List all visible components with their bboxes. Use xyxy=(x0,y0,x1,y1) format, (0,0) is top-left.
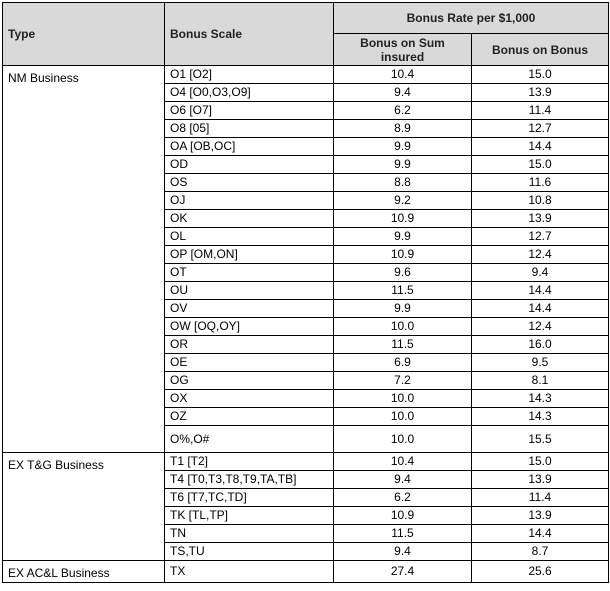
bonus-scale-cell: OL xyxy=(165,228,334,246)
bonus-on-bonus-cell: 13.9 xyxy=(472,210,609,228)
bonus-on-sum-insured-cell: 9.9 xyxy=(334,156,472,174)
bonus-on-sum-insured-cell: 11.5 xyxy=(334,336,472,354)
header-bonus-scale: Bonus Scale xyxy=(165,3,334,66)
bonus-on-bonus-cell: 14.4 xyxy=(472,300,609,318)
type-cell xyxy=(3,453,165,561)
bonus-on-sum-insured-cell: 9.4 xyxy=(334,471,472,489)
bonus-scale-cell: OZ xyxy=(165,408,334,426)
bonus-scale-cell: OU xyxy=(165,282,334,300)
bonus-scale-cell: T6 [T7,TC,TD] xyxy=(165,489,334,507)
bonus-on-sum-insured-cell: 10.0 xyxy=(334,408,472,426)
bonus-on-sum-insured-cell: 10.0 xyxy=(334,318,472,336)
bonus-on-sum-insured-cell: 9.9 xyxy=(334,228,472,246)
bonus-on-bonus-cell: 12.7 xyxy=(472,120,609,138)
type-cell xyxy=(3,561,165,583)
bonus-on-sum-insured-cell: 11.5 xyxy=(334,525,472,543)
bonus-on-bonus-cell: 10.8 xyxy=(472,192,609,210)
bonus-on-bonus-cell: 12.4 xyxy=(472,246,609,264)
table-row xyxy=(3,561,609,583)
bonus-scale-cell: TN xyxy=(165,525,334,543)
bonus-on-bonus-cell: 9.5 xyxy=(472,354,609,372)
bonus-on-sum-insured-cell: 10.9 xyxy=(334,210,472,228)
bonus-on-bonus-cell: 11.4 xyxy=(472,489,609,507)
bonus-on-sum-insured-cell: 9.6 xyxy=(334,264,472,282)
bonus-on-bonus-cell: 14.4 xyxy=(472,138,609,156)
header-bonus-on-sum-insured: Bonus on Sum insured xyxy=(334,34,472,66)
bonus-scale-cell: OA [OB,OC] xyxy=(165,138,334,156)
bonus-scale-cell: OX xyxy=(165,390,334,408)
bonus-on-bonus-cell: 12.7 xyxy=(472,228,609,246)
bonus-scale-cell: OT xyxy=(165,264,334,282)
table-row xyxy=(3,453,609,471)
bonus-on-bonus-cell: 14.3 xyxy=(472,390,609,408)
bonus-scale-cell: TK [TL,TP] xyxy=(165,507,334,525)
bonus-on-bonus-cell: 15.0 xyxy=(472,66,609,84)
bonus-on-bonus-cell: 15.0 xyxy=(472,453,609,471)
bonus-on-sum-insured-cell: 10.4 xyxy=(334,453,472,471)
bonus-scale-cell: O6 [O7] xyxy=(165,102,334,120)
bonus-on-sum-insured-cell: 27.4 xyxy=(334,561,472,583)
bonus-scale-cell: OK xyxy=(165,210,334,228)
table-row xyxy=(3,66,609,84)
bonus-on-sum-insured-cell: 8.8 xyxy=(334,174,472,192)
bonus-on-sum-insured-cell: 9.4 xyxy=(334,84,472,102)
bonus-on-sum-insured-cell: 6.9 xyxy=(334,354,472,372)
bonus-on-sum-insured-cell: 9.2 xyxy=(334,192,472,210)
type-cell xyxy=(3,66,165,453)
bonus-on-sum-insured-cell: 8.9 xyxy=(334,120,472,138)
bonus-scale-cell: OS xyxy=(165,174,334,192)
bonus-on-bonus-cell: 9.4 xyxy=(472,264,609,282)
bonus-scale-cell: OE xyxy=(165,354,334,372)
bonus-scale-cell: OP [OM,ON] xyxy=(165,246,334,264)
bonus-on-sum-insured-cell: 11.5 xyxy=(334,282,472,300)
bonus-scale-cell: OR xyxy=(165,336,334,354)
bonus-on-bonus-cell: 15.0 xyxy=(472,156,609,174)
bonus-scale-cell: O%,O# xyxy=(165,426,334,453)
bonus-on-bonus-cell: 14.3 xyxy=(472,408,609,426)
bonus-on-bonus-cell: 8.7 xyxy=(472,543,609,561)
type-label: EX AC&L Business xyxy=(8,566,110,580)
bonus-scale-cell: OD xyxy=(165,156,334,174)
bonus-on-bonus-cell: 11.6 xyxy=(472,174,609,192)
bonus-on-bonus-cell: 16.0 xyxy=(472,336,609,354)
header-bonus-rate-group: Bonus Rate per $1,000 xyxy=(334,3,609,34)
bonus-on-bonus-cell: 14.4 xyxy=(472,282,609,300)
bonus-on-bonus-cell: 15.5 xyxy=(472,426,609,453)
bonus-scale-cell: TX xyxy=(165,561,334,583)
bonus-on-bonus-cell: 11.4 xyxy=(472,102,609,120)
bonus-on-sum-insured-cell: 9.4 xyxy=(334,543,472,561)
bonus-on-bonus-cell: 13.9 xyxy=(472,507,609,525)
type-label: EX T&G Business xyxy=(8,458,104,472)
bonus-scale-cell: O8 [05] xyxy=(165,120,334,138)
bonus-scale-cell: T4 [T0,T3,T8,T9,TA,TB] xyxy=(165,471,334,489)
bonus-scale-cell: OG xyxy=(165,372,334,390)
bonus-on-sum-insured-cell: 10.9 xyxy=(334,507,472,525)
bonus-on-sum-insured-cell: 6.2 xyxy=(334,102,472,120)
bonus-scale-cell: O1 [O2] xyxy=(165,66,334,84)
header-bonus-on-bonus: Bonus on Bonus xyxy=(472,34,609,66)
bonus-on-bonus-cell: 12.4 xyxy=(472,318,609,336)
bonus-on-sum-insured-cell: 7.2 xyxy=(334,372,472,390)
bonus-rate-table xyxy=(2,2,609,583)
type-label: NM Business xyxy=(8,71,79,85)
bonus-on-sum-insured-cell: 10.4 xyxy=(334,66,472,84)
bonus-scale-cell: OW [OQ,OY] xyxy=(165,318,334,336)
table-body xyxy=(3,66,609,583)
bonus-on-sum-insured-cell: 10.0 xyxy=(334,426,472,453)
bonus-on-bonus-cell: 13.9 xyxy=(472,471,609,489)
header-type: Type xyxy=(3,3,165,66)
bonus-on-sum-insured-cell: 10.0 xyxy=(334,390,472,408)
bonus-on-bonus-cell: 14.4 xyxy=(472,525,609,543)
bonus-scale-cell: OJ xyxy=(165,192,334,210)
bonus-scale-cell: TS,TU xyxy=(165,543,334,561)
bonus-scale-cell: O4 [O0,O3,O9] xyxy=(165,84,334,102)
bonus-on-bonus-cell: 25.6 xyxy=(472,561,609,583)
bonus-on-sum-insured-cell: 6.2 xyxy=(334,489,472,507)
bonus-on-sum-insured-cell: 9.9 xyxy=(334,138,472,156)
bonus-on-sum-insured-cell: 10.9 xyxy=(334,246,472,264)
bonus-on-sum-insured-cell: 9.9 xyxy=(334,300,472,318)
bonus-scale-cell: T1 [T2] xyxy=(165,453,334,471)
bonus-scale-cell: OV xyxy=(165,300,334,318)
bonus-on-bonus-cell: 8.1 xyxy=(472,372,609,390)
bonus-on-bonus-cell: 13.9 xyxy=(472,84,609,102)
